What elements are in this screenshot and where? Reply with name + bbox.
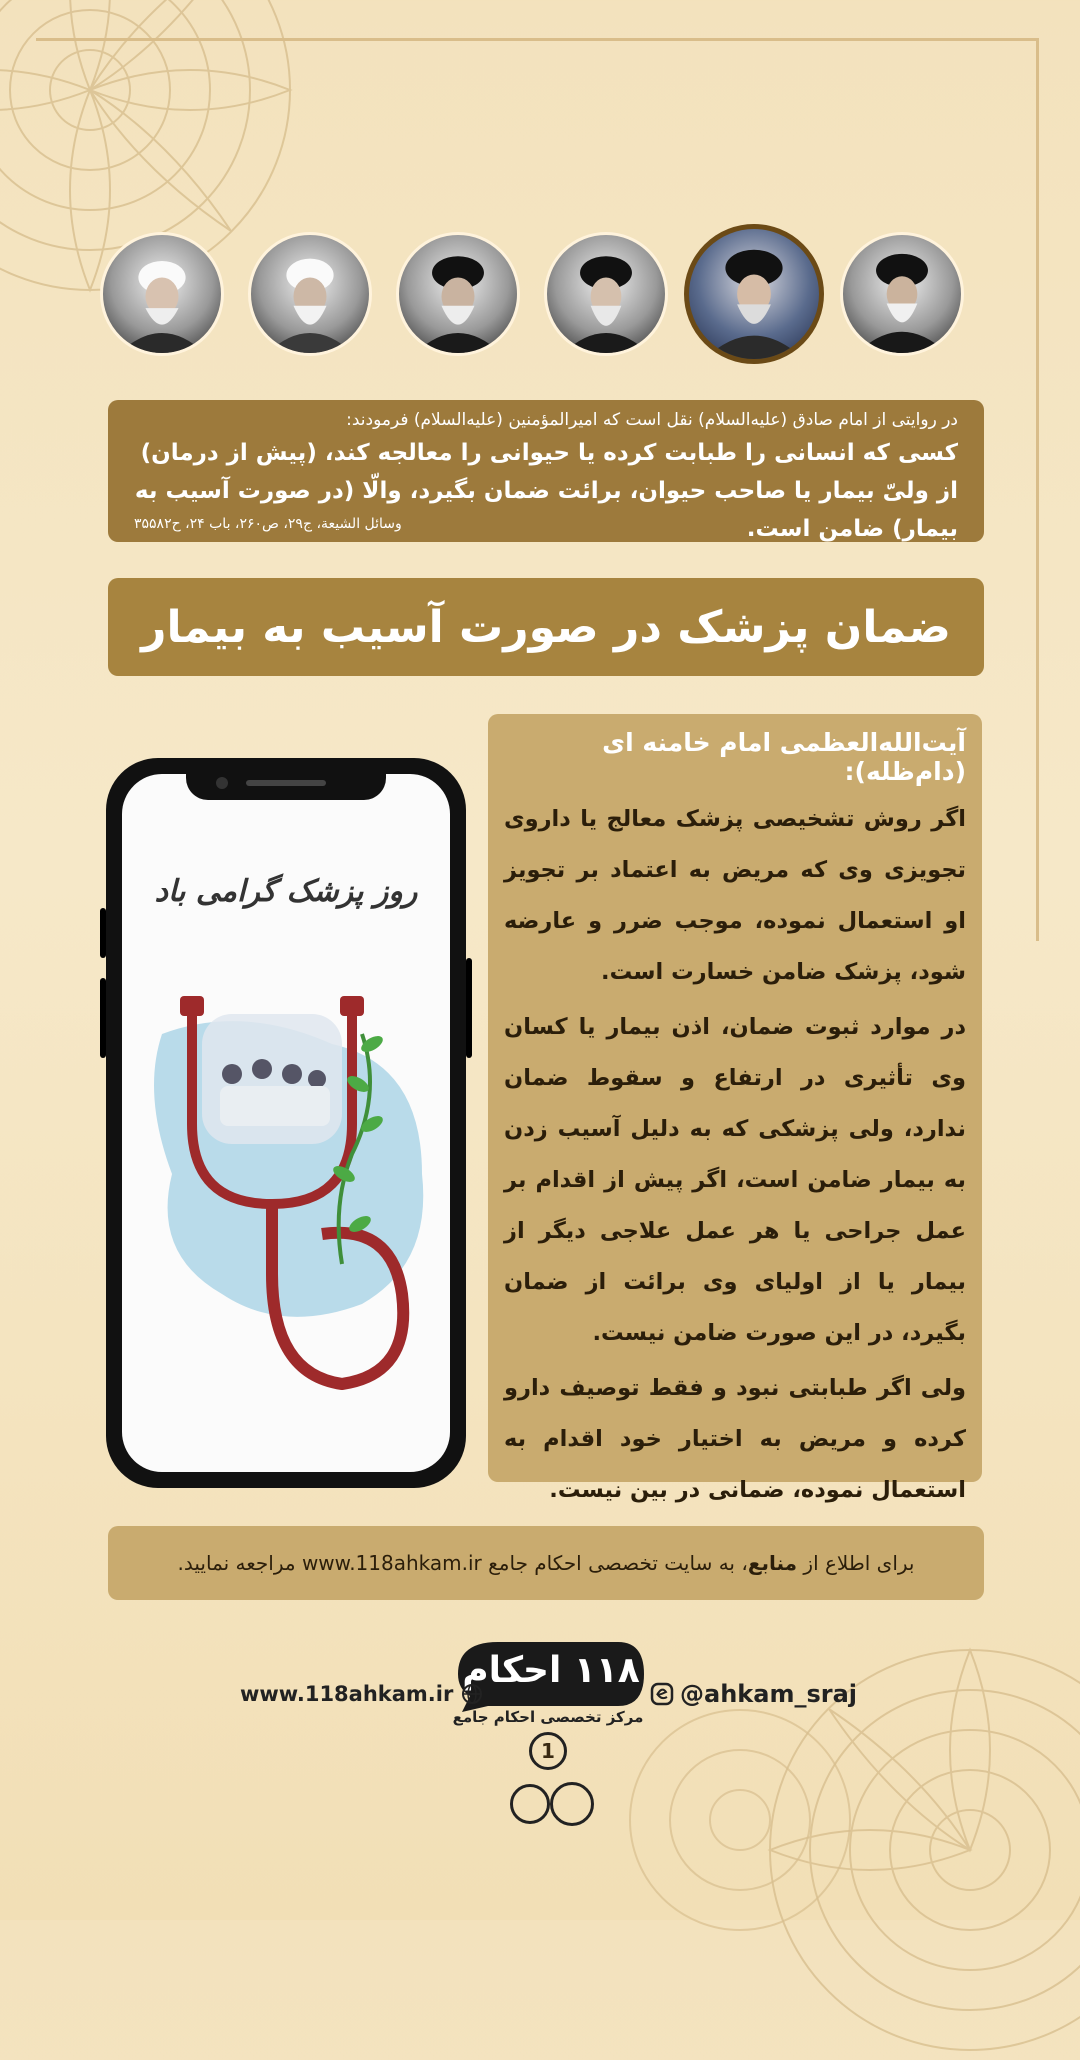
page-title [108,578,984,676]
sources-note [108,1526,984,1600]
brand-tagline: مرکز تخصصی احکام جامع [452,1708,644,1726]
globe-icon [461,1683,483,1705]
page-number [529,1732,567,1770]
portrait-1 [100,232,224,356]
phone-side-button [466,958,472,1058]
portraits-row [100,232,980,362]
page-title-text: ضمان پزشک در صورت آسیب به بیمار [141,601,951,653]
phone-notch [186,766,386,800]
brand-logo-text: ۱۱۸ احکام [462,1650,640,1691]
fatwa-author: آیت‌الله‌العظمی امام خامنه ای (دام‌ظله): [602,728,966,786]
stethoscope-map-art [122,974,450,1434]
website-text: www.118ahkam.ir [240,1682,454,1706]
hadith-source: وسائل الشیعة، ج۲۹، ص۲۶۰، باب ۲۴، ح۳۵۵۸۲ [134,516,402,532]
phone-side-button [100,908,106,958]
doctor-day-caption: روز پزشک گرامی باد [154,874,418,909]
sources-prefix: برای اطلاع از [803,1551,915,1575]
portrait-4 [544,232,668,356]
website-link[interactable] [240,1682,483,1706]
page-dot [510,1784,550,1824]
phone-side-button [100,978,106,1058]
page-number-text: 1 [541,1739,555,1763]
portrait-3 [396,232,520,356]
phone-illustration [106,758,466,1488]
eitaa-icon [650,1682,674,1706]
sources-suffix: ، به سایت تخصصی احکام جامع www.118ahkam.ir مراجعه نمایید. [177,1551,748,1575]
phone-screen [122,774,450,1472]
portrait-5-highlighted [684,224,824,364]
sources-bold: منابع [747,1551,798,1575]
fatwa-paragraph-1: اگر روش تشخیصی پزشک معالج یا داروی تجویزی وی که مریض به اعتماد بر تجویز او استعمال نموده، موجب ضرر و عارضه شود، پزشک ضامن خسارت است. [504,806,966,985]
portrait-2 [248,232,372,356]
social-handle-link[interactable] [650,1680,857,1708]
social-handle-text: @ahkam_sraj [680,1680,857,1708]
hadith-intro: در روایتی از امام صادق (علیه‌السلام) نقل است که امیرالمؤمنین (علیه‌السلام) فرمودند: [346,410,958,430]
mandala-bottom-left [620,1700,860,1940]
hadith-panel [108,400,984,542]
fatwa-panel [488,714,982,1503]
portrait-6 [840,232,964,356]
hadith-text: کسی که انسانی را طبابت کرده یا حیوانی را معالجه کند، (پیش از درمان) از ولیّ بیمار یا صاحب حیوان، برائت ضمان بگیرد، والّا (در صورت آسیب به بیمار) ضامن است. [134,440,958,542]
fatwa-paragraph-2: در موارد ثبوت ضمان، اذن بیمار یا کسان وی تأثیری در ارتفاع و سقوط ضمان ندارد، ولی پزشکی که به دلیل آسیب زدن به بیمار ضامن است، اگر پیش از اقدام بر عمل جراحی یا هر عمل علاجی دیگر از بیمار یا از اولیای وی برائت از ضمان بگیرد، در این صورت ضامن نیست. [504,1014,966,1346]
fatwa-paragraph-3: ولی اگر طبابتی نبود و فقط توصیف دارو کرده و مریض به اختیار خود اقدام به استعمال نموده، ضمانی در بین نیست. [504,1375,966,1503]
page-dot [550,1782,594,1826]
page-indicator [500,1732,610,1832]
